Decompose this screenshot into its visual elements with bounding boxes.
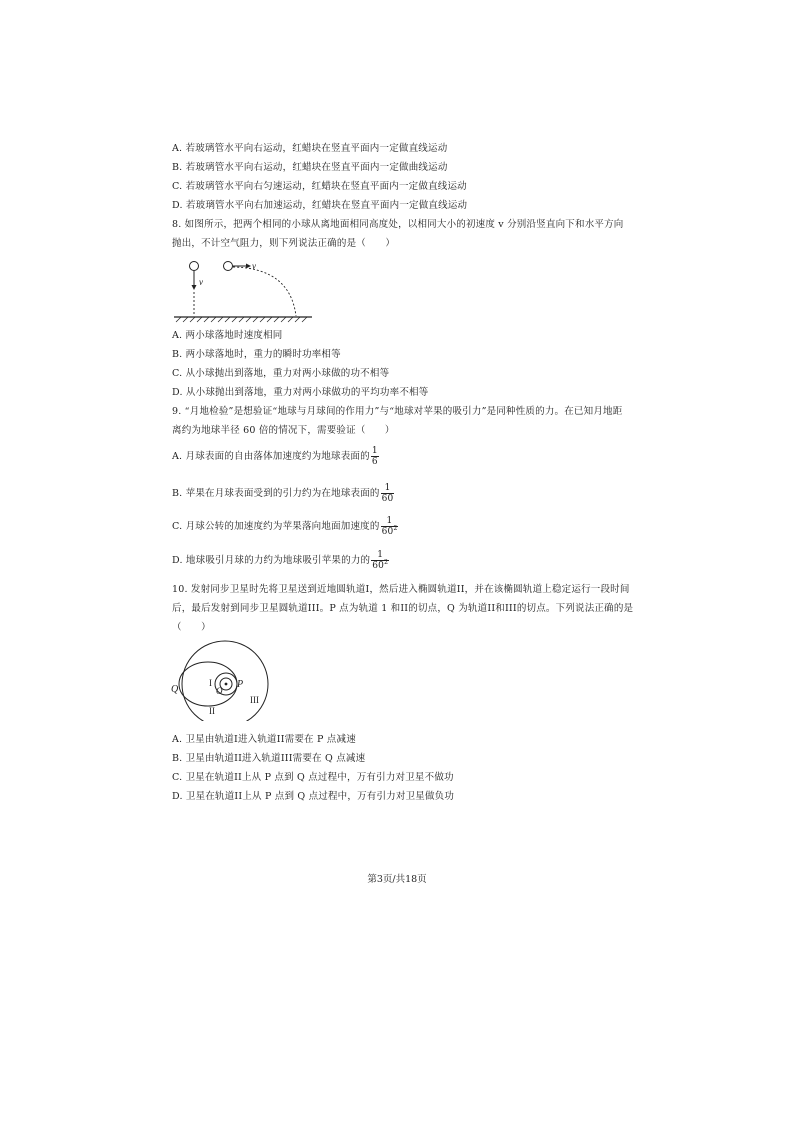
- orbit-iii: [182, 641, 268, 721]
- q8-option-c: C. 从小球抛出到落地，重力对两小球做的功不相等: [172, 368, 390, 379]
- label-v-down: v: [199, 277, 203, 287]
- arrow-down-head: [192, 285, 197, 290]
- fraction: $\frac{1}{60^2}$: [372, 550, 389, 571]
- q8-option-d: D. 从小球抛出到落地，重力对两小球做功的平均功率不相等: [172, 387, 429, 398]
- label-q: Q: [171, 684, 179, 695]
- q10-stem-line3: （ ）: [172, 622, 211, 633]
- label-orbit-iii: III: [250, 695, 259, 705]
- earth-center-dot: [225, 683, 228, 686]
- q7-option-c: C. 若玻璃管水平向右匀速运动，红蜡块在竖直平面内一定做直线运动: [172, 181, 467, 192]
- label-p: P: [237, 679, 244, 690]
- q8-stem-line2: 抛出，不计空气阻力，则下列说法正确的是（ ）: [172, 238, 396, 249]
- q10-option-a: A. 卫星由轨道I进入轨道II需要在 P 点减速: [172, 734, 356, 745]
- parabolic-path: [233, 267, 296, 316]
- q9-option-b: B. 苹果在月球表面受到的引力约为在地球表面的 $\frac{1}{60}$: [172, 483, 394, 504]
- q9-option-a: A. 月球表面的自由落体加速度约为地球表面的 $\frac{1}{6}$: [172, 446, 378, 467]
- q8-projectile-figure: [172, 256, 322, 326]
- q7-option-a: A. 若玻璃管水平向右运动，红蜡块在竖直平面内一定做直线运动: [172, 143, 448, 154]
- label-v-right: v: [252, 261, 256, 271]
- fraction: $\frac{1}{6}$: [371, 446, 378, 467]
- q10-option-d: D. 卫星在轨道II上从 P 点到 Q 点过程中，万有引力对卫星做负功: [172, 791, 455, 802]
- ball-vertical: [190, 262, 199, 271]
- fraction: $\frac{1}{60}$: [381, 483, 394, 504]
- q10-option-b: B. 卫星由轨道II进入轨道III需要在 Q 点减速: [172, 753, 366, 764]
- ground-hatch: [176, 317, 307, 322]
- q7-option-b: B. 若玻璃管水平向右运动，红蜡块在竖直平面内一定做曲线运动: [172, 162, 448, 173]
- q10-orbit-figure: [168, 636, 273, 721]
- q8-option-a: A. 两小球落地时速度相同: [172, 330, 283, 341]
- q8-option-b: B. 两小球落地时，重力的瞬时功率相等: [172, 349, 341, 360]
- q10-stem-line1: 10. 发射同步卫星时先将卫星送到近地圆轨道I，然后进入椭圆轨道II，并在该椭圆轨道上稳定运行一段时间: [172, 584, 630, 595]
- page-number: 第3页/共18页: [367, 874, 427, 885]
- q9-option-c: C. 月球公转的加速度约为苹果落向地面加速度的 $\frac{1}{60^2}$: [172, 516, 398, 537]
- q7-option-d: D. 若玻璃管水平向右加速运动，红蜡块在竖直平面内一定做直线运动: [172, 200, 468, 211]
- orbit-ii: [179, 662, 237, 706]
- ball-horizontal: [224, 262, 233, 271]
- q10-stem-line2: 后，最后发射到同步卫星圆轨道III。P 点为轨道 1 和II的切点，Q 为轨道II和III的切点。下列说法正确的是: [172, 603, 634, 614]
- label-orbit-i: I: [209, 678, 212, 688]
- q9-stem-line1: 9. “月地检验”是想验证“地球与月球间的作用力”与“地球对苹果的吸引力”是同种性质的力。在已知月地距: [172, 406, 623, 417]
- fraction: $\frac{1}{60^2}$: [381, 516, 398, 537]
- q9-stem-line2: 离约为地球半径 60 倍的情况下，需要验证（ ）: [172, 425, 395, 436]
- q10-option-c: C. 卫星在轨道II上从 P 点到 Q 点过程中，万有引力对卫星不做功: [172, 772, 454, 783]
- q9-option-d: D. 地球吸引月球的力约为地球吸引苹果的力的 $\frac{1}{60^2}$: [172, 550, 389, 571]
- label-orbit-ii: II: [209, 706, 215, 716]
- label-o: O: [216, 686, 223, 696]
- q8-stem-line1: 8. 如图所示，把两个相同的小球从离地面相同高度处，以相同大小的初速度 v 分别沿竖直向下和水平方向: [172, 219, 624, 230]
